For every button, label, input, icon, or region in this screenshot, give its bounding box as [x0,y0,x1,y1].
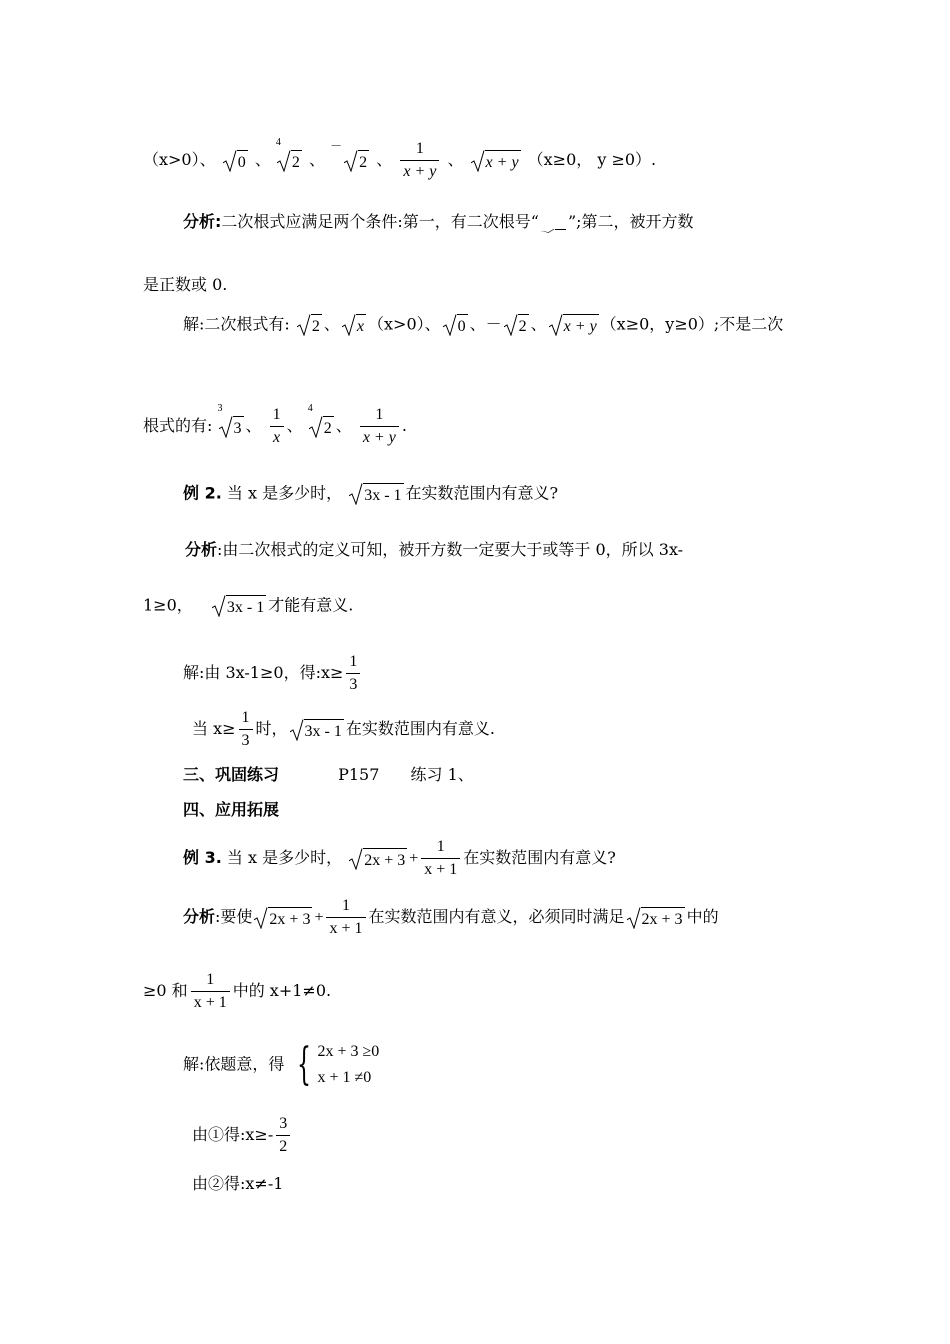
label-example-3: 例 3. [183,848,222,867]
sqrt: 3x - 1 [212,595,266,617]
line-4 [183,314,783,336]
fraction: $\frac{1}{x + y}$ [360,406,399,447]
text: － [330,139,343,153]
text: 由②得:x≠-1 [192,1174,284,1193]
text: + [409,850,419,867]
sqrt: x + y [549,314,599,336]
sqrt: 2 [277,150,302,172]
label-analysis: 分析 [183,907,216,926]
sqrt: 2 [344,150,369,172]
fraction: $\frac{1}{x + y}$ [400,140,439,181]
line-1 [143,137,657,181]
text: 、 [309,150,326,169]
text: 、 [254,150,271,169]
text: （x≥0，y≥0）;不是二次 [600,314,784,334]
text: 时， [255,719,288,738]
text: 二次根式应满足两个条件:第一，有二次根号“ [221,212,539,231]
fraction: $\frac{1}{x}$ [270,406,284,447]
text: 是正数或 0. [143,275,228,294]
text: 、 [286,416,303,435]
equation-2: x + 1 ≠0 [317,1069,372,1086]
text: 解:由 3x-1≥0，得:x≥ [183,663,344,682]
line-13 [183,838,616,879]
text: 中的 [686,907,719,926]
text: 中的 x+1≠0. [232,981,332,1000]
text: . [401,416,407,435]
label-analysis: 分析: [183,212,222,231]
equation-1: 2x + 3 ≥0 [317,1043,380,1060]
fraction: $\frac{1}{3}$ [346,653,360,694]
text: 由①得:x≥- [192,1125,274,1144]
sqrt: 0 [443,314,468,336]
text: 解:二次根式有: [183,314,290,334]
line-3 [143,277,227,293]
text: :由二次根式的定义可知，被开方数一定要大于或等于 0，所以 3x- [217,540,684,559]
text: （x>0）、 [368,314,441,334]
sqrt-symbol [541,229,566,233]
text: 当 x 是多少时， [226,483,343,503]
sqrt: x [342,314,366,336]
line-10 [192,709,495,750]
sqrt: x + y [471,150,521,172]
text: :要使 [215,907,253,926]
text: 在实数范围内有意义. [345,719,495,738]
root-index: 3 [217,403,223,414]
line-14 [183,897,719,938]
text: 练习 1、 [410,765,474,784]
fraction: $\frac{1}{x + 1}$ [191,971,230,1012]
section-heading-3: 三、巩固练习 [183,765,280,784]
line-2 [183,214,694,233]
text: 当 x 是多少时， [226,848,343,867]
text: 、 [376,150,393,169]
text: 才能有意义. [268,595,354,615]
root-index: 4 [275,137,281,148]
text: 、 [245,416,262,435]
sqrt: 3x - 1 [290,719,344,741]
line-12 [183,802,279,818]
text: 、 [530,314,547,334]
fraction: $\frac{1}{x + 1}$ [326,897,365,938]
brace-icon: { [296,1039,311,1090]
line-8 [143,595,353,617]
fraction: $\frac{1}{3}$ [239,709,253,750]
text: 在实数范围内有意义? [405,483,559,503]
sqrt: 2x + 3 [349,848,407,870]
sqrt: 2x + 3 [627,907,685,929]
label-analysis: 分析 [185,540,218,559]
text: ≥0 和 [143,981,188,1000]
sqrt: 2 [504,314,529,336]
text: ”;第二，被开方数 [567,212,694,231]
text: 、 [323,314,340,334]
fraction: $\frac{1}{x + 1}$ [421,838,460,879]
text: 在实数范围内有意义，必须同时满足 [368,907,625,926]
line-17 [192,1115,293,1156]
sqrt: 2 [309,416,334,438]
text: 当 x≥ [192,719,236,738]
text: P157 [338,765,380,784]
line-5 [143,403,407,447]
text: （x≥0， y ≥0）. [527,150,657,169]
text: + [314,909,324,926]
text: 解:依题意，得 [183,1054,285,1074]
sqrt: 3 [219,416,244,438]
line-11 [183,767,474,783]
text: 在实数范围内有意义? [463,848,616,867]
fraction: $\frac{3}{2}$ [276,1115,290,1156]
label-example-2: 例 2. [183,483,222,503]
equation-system [290,1039,380,1091]
sqrt: 2x + 3 [254,907,312,929]
line-7 [185,542,683,558]
text: 、－ [469,314,502,334]
section-heading-4: 四、应用拓展 [183,800,280,819]
text: 、 [447,150,464,169]
root-index: 4 [307,403,313,414]
line-16 [183,1039,379,1091]
text: （x>0）、 [143,150,216,169]
line-6 [183,483,558,505]
sqrt: 3x - 1 [349,483,403,505]
text: 、 [335,416,352,435]
line-9 [183,653,363,694]
sqrt: 2 [297,314,322,336]
sqrt: 0 [223,150,248,172]
line-15 [143,971,331,1012]
line-18 [192,1176,283,1192]
text: 1≥0， [143,595,193,615]
text: 根式的有: [143,416,213,435]
